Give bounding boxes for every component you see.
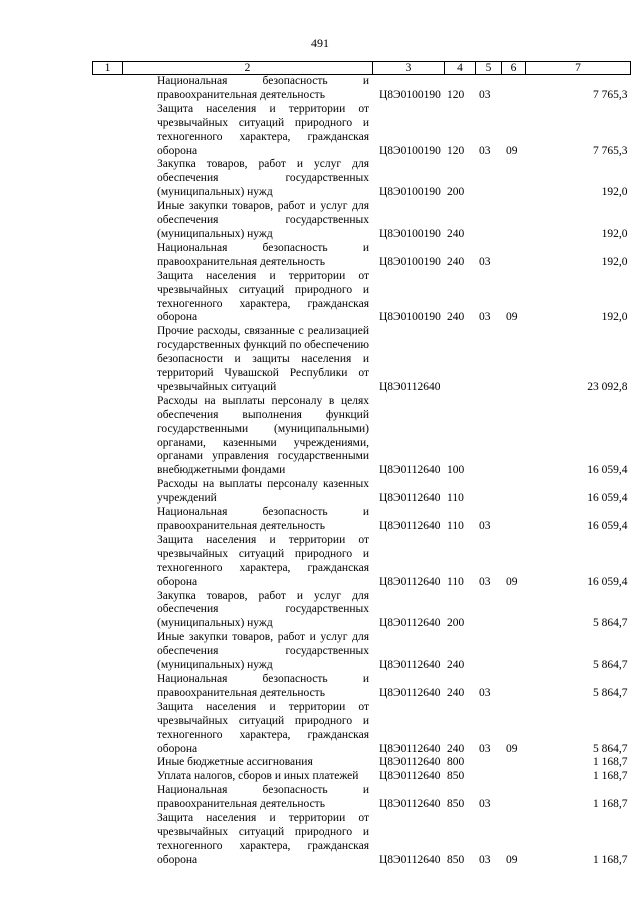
column-header-7: 7 <box>526 62 631 75</box>
row-number-cell <box>93 103 123 159</box>
row-number-cell <box>93 200 123 242</box>
subsection-code <box>502 673 526 701</box>
table-row <box>93 770 631 784</box>
target-article-code: Ц8Э0112640 <box>379 798 441 811</box>
item-name: Иные закупки товаров, работ и услуг для обеспечения государственных (муниципальных) нужд <box>157 200 369 240</box>
column-header-5: 5 <box>476 62 502 75</box>
subsection-code <box>502 75 526 103</box>
table-row <box>93 478 631 506</box>
item-name: Закупка товаров, работ и услуг для обеспечения государственных (муниципальных) нужд <box>157 158 369 199</box>
target-article-code: Ц8Э0112640 <box>379 742 441 755</box>
item-name: Защита населения и территории от чрезвычайных ситуаций природного и техногенного характера, гражданская оборона <box>157 700 369 755</box>
table-row <box>93 701 631 757</box>
item-name: Уплата налогов, сборов и иных платежей <box>157 770 359 783</box>
expense-type-code: 200 <box>447 186 465 199</box>
subsection-code <box>502 158 526 200</box>
expense-type-code: 240 <box>447 686 465 699</box>
subsection-code <box>502 325 526 395</box>
item-name: Расходы на выплаты персоналу в целях обеспечения выполнения функций государственными (муниципальными) органами, казенными учреждениями, органами управления государственными внебюджетными фондами <box>157 394 369 477</box>
row-number-cell <box>93 506 123 534</box>
amount: 5 864,7 <box>593 742 628 755</box>
row-number-cell <box>93 756 123 770</box>
item-name: Иные закупки товаров, работ и услуг для обеспечения государственных (муниципальных) нужд <box>157 631 369 672</box>
section-code <box>476 590 502 632</box>
row-number-cell <box>93 270 123 326</box>
row-number-cell <box>93 534 123 590</box>
expense-type-code: 850 <box>447 853 465 866</box>
expense-type-code: 850 <box>447 798 465 811</box>
subsection-code <box>502 478 526 506</box>
expense-type-code: 110 <box>447 520 464 532</box>
target-article-code: Ц8Э0100190 <box>379 255 441 268</box>
section-code <box>476 478 502 506</box>
amount: 16 059,4 <box>587 520 628 532</box>
subsection-code <box>502 242 526 270</box>
row-number-cell <box>93 784 123 812</box>
section-code: 03 <box>479 520 491 532</box>
amount: 1 168,7 <box>593 798 628 811</box>
subsection-code: 09 <box>506 575 518 588</box>
item-name: Защита населения и территории от чрезвычайных ситуаций природного и техногенного характера, гражданская оборона <box>157 812 369 866</box>
amount: 16 059,4 <box>587 575 628 588</box>
amount: 16 059,4 <box>587 464 628 477</box>
row-number-cell <box>93 673 123 701</box>
column-header-4: 4 <box>445 62 476 75</box>
section-code <box>476 158 502 200</box>
expense-type-code: 100 <box>447 464 465 477</box>
section-code <box>476 631 502 673</box>
row-number-cell <box>93 325 123 395</box>
expense-type-code: 240 <box>447 742 465 755</box>
amount: 192,0 <box>601 186 628 199</box>
column-header-1: 1 <box>93 62 123 75</box>
amount: 5 864,7 <box>593 617 628 630</box>
row-number-cell <box>93 590 123 632</box>
row-number-cell <box>93 242 123 270</box>
table-row <box>93 756 631 770</box>
table-row <box>93 200 631 242</box>
target-article-code: Ц8Э0100190 <box>379 88 441 101</box>
target-article-code: Ц8Э0112640 <box>379 617 441 630</box>
target-article-code: Ц8Э0112640 <box>379 659 441 672</box>
section-code: 03 <box>479 255 491 268</box>
row-number-cell <box>93 701 123 757</box>
item-name: Защита населения и территории от чрезвычайных ситуаций природного и техногенного характера, гражданская оборона <box>157 533 369 588</box>
subsection-code: 09 <box>506 144 518 157</box>
section-code <box>476 770 502 784</box>
column-header-6: 6 <box>502 62 526 75</box>
item-name: Закупка товаров, работ и услуг для обеспечения государственных (муниципальных) нужд <box>157 589 369 630</box>
table-row <box>93 158 631 200</box>
amount: 16 059,4 <box>587 492 628 505</box>
page-number: 491 <box>311 36 329 50</box>
expense-type-code: 200 <box>447 617 465 630</box>
table-row <box>93 812 631 868</box>
row-number-cell <box>93 478 123 506</box>
item-name: Национальная безопасность и правоохранительная деятельность <box>157 241 369 268</box>
header-row <box>93 62 631 75</box>
section-code: 03 <box>479 311 491 324</box>
expense-type-code: 240 <box>447 659 465 672</box>
amount: 7 765,3 <box>593 88 628 101</box>
target-article-code: Ц8Э0112640 <box>379 380 441 393</box>
row-number-cell <box>93 75 123 103</box>
table-row <box>93 325 631 395</box>
column-header-3: 3 <box>373 62 445 75</box>
section-code: 03 <box>479 853 491 866</box>
item-name: Расходы на выплаты персоналу казенных учреждений <box>157 478 369 505</box>
expense-type-code: 240 <box>447 311 465 324</box>
table-row <box>93 103 631 159</box>
target-article-code: Ц8Э0100190 <box>379 144 441 157</box>
subsection-code <box>502 200 526 242</box>
amount: 5 864,7 <box>593 659 628 672</box>
expense-type-code: 120 <box>447 88 465 101</box>
table-row <box>93 242 631 270</box>
table-row <box>93 75 631 103</box>
expense-type-code: 240 <box>447 227 465 240</box>
subsection-code <box>502 590 526 632</box>
subsection-code <box>502 506 526 534</box>
section-code: 03 <box>479 575 491 588</box>
target-article-code: Ц8Э0112640 <box>379 686 441 699</box>
expense-type-code: 850 <box>447 770 465 783</box>
subsection-code <box>502 631 526 673</box>
item-name: Национальная безопасность и правоохранительная деятельность <box>157 784 369 811</box>
expense-type-code: 800 <box>447 756 465 769</box>
subsection-code <box>502 395 526 478</box>
section-code <box>476 325 502 395</box>
row-number-cell <box>93 631 123 673</box>
amount: 7 765,3 <box>593 144 628 157</box>
subsection-code <box>502 756 526 770</box>
row-number-cell <box>93 395 123 478</box>
subsection-code <box>502 770 526 784</box>
item-name: Иные бюджетные ассигнования <box>157 756 313 769</box>
amount: 1 168,7 <box>593 770 628 783</box>
target-article-code: Ц8Э0112640 <box>379 853 441 866</box>
budget-table <box>92 61 631 868</box>
expense-type-code: 120 <box>447 144 465 157</box>
target-article-code: Ц8Э0112640 <box>379 520 441 532</box>
expense-type-code: 240 <box>447 255 465 268</box>
row-number-cell <box>93 770 123 784</box>
amount: 1 168,7 <box>593 756 628 769</box>
table-row <box>93 395 631 478</box>
target-article-code: Ц8Э0112640 <box>379 492 441 505</box>
amount: 192,0 <box>601 255 628 268</box>
target-article-code: Ц8Э0112640 <box>379 464 441 477</box>
section-code <box>476 395 502 478</box>
target-article-code: Ц8Э0112640 <box>379 770 441 783</box>
item-name: Национальная безопасность и правоохранительная деятельность <box>157 672 369 699</box>
subsection-code <box>502 784 526 812</box>
section-code <box>476 756 502 770</box>
table-row <box>93 784 631 812</box>
amount: 192,0 <box>601 227 628 240</box>
table-row <box>93 631 631 673</box>
item-name: Прочие расходы, связанные с реализацией государственных функций по обеспечению безопасности и защиты населения и территорий Чувашской Республики от чрезвычайных ситуаций <box>157 325 369 393</box>
subsection-code: 09 <box>506 853 518 866</box>
target-article-code: Ц8Э0100190 <box>379 186 441 199</box>
column-header-2: 2 <box>123 62 373 75</box>
target-article-code: Ц8Э0100190 <box>379 311 441 324</box>
amount: 5 864,7 <box>593 686 628 699</box>
target-article-code: Ц8Э0100190 <box>379 227 441 240</box>
subsection-code: 09 <box>506 742 518 755</box>
target-article-code: Ц8Э0112640 <box>379 575 441 588</box>
section-code: 03 <box>479 686 491 699</box>
item-name: Защита населения и территории от чрезвычайных ситуаций природного и техногенного характера, гражданская оборона <box>157 102 369 157</box>
row-number-cell <box>93 158 123 200</box>
table-row <box>93 534 631 590</box>
target-article-code: Ц8Э0112640 <box>379 756 441 769</box>
section-code: 03 <box>479 144 491 157</box>
table-row <box>93 590 631 632</box>
subsection-code: 09 <box>506 311 518 324</box>
section-code <box>476 200 502 242</box>
amount: 1 168,7 <box>593 853 628 866</box>
expense-type-code: 110 <box>447 575 464 588</box>
expense-type-code <box>445 325 476 395</box>
table-row <box>93 270 631 326</box>
section-code: 03 <box>479 88 491 101</box>
item-name: Национальная безопасность и правоохранительная деятельность <box>157 506 369 532</box>
row-number-cell <box>93 812 123 868</box>
section-code: 03 <box>479 742 491 755</box>
amount: 23 092,8 <box>587 380 628 393</box>
amount: 192,0 <box>601 311 628 324</box>
table-row <box>93 673 631 701</box>
section-code: 03 <box>479 798 491 811</box>
table-row <box>93 506 631 534</box>
expense-type-code: 110 <box>447 492 464 505</box>
item-name: Защита населения и территории от чрезвычайных ситуаций природного и техногенного характера, гражданская оборона <box>157 269 369 324</box>
item-name: Национальная безопасность и правоохранительная деятельность <box>157 75 369 101</box>
